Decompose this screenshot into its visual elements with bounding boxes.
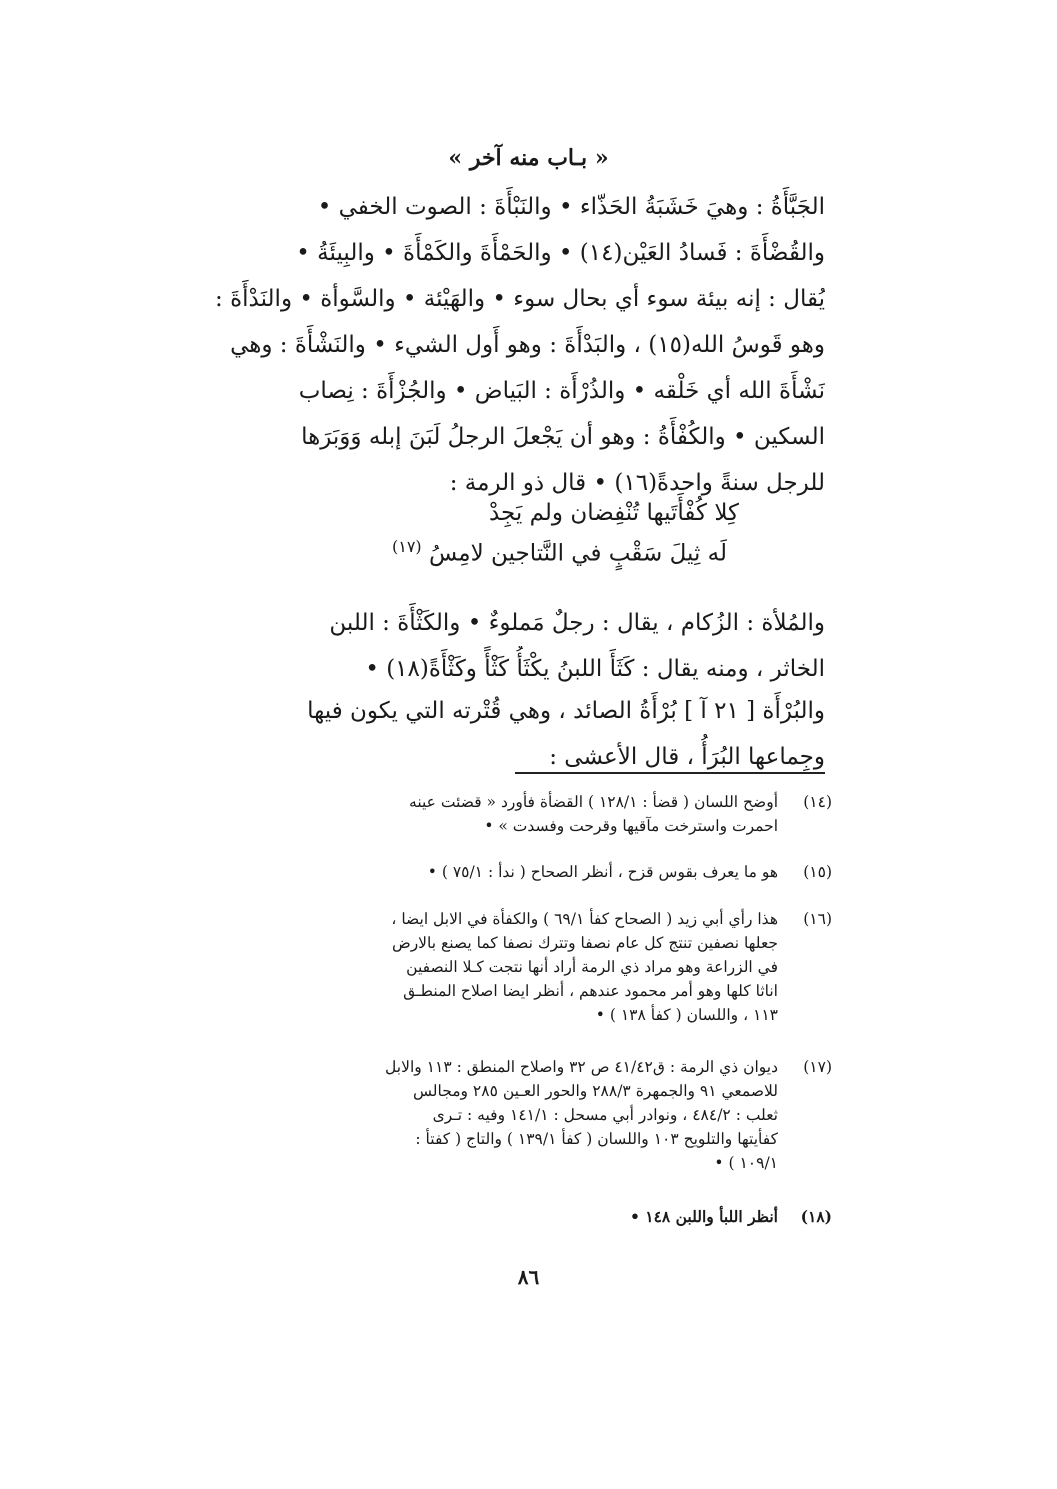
footnote-line: أنظر اللبأ واللبن ١٤٨ • xyxy=(629,1207,778,1226)
footnote-15 xyxy=(200,860,832,884)
footnote-line: ١٠٩/١ ) • xyxy=(714,1154,778,1172)
text-line: نَشْأَةَ الله أي خَلْقه • والذُرْأَة : البَياض • والجُزْأَةَ : نِصاب xyxy=(298,378,825,404)
verse-line-2 xyxy=(392,537,727,567)
text-line: السكين • والكُفْأَةُ : وهو أن يَجْعلَ الرجلُ لَبَنَ إبله وَوَبَرَها xyxy=(301,424,825,450)
text-line: الخاثر ، ومنه يقال : كَثَأَ اللبنُ يكْثَأُ كَثْأً وكَثْأَةً(١٨) • xyxy=(365,656,825,682)
text-line: للرجل سنةً واحدةً(١٦) • قال ذو الرمة : xyxy=(449,470,825,496)
footnote-14 xyxy=(200,790,832,838)
chapter-heading: « بـاب منه آخر » xyxy=(448,145,609,171)
footnote-16 xyxy=(200,907,832,1027)
footnote-separator xyxy=(515,772,825,774)
footnote-line: جعلها نصفين تنتج كل عام نصفا وتترك نصفا كما يصنع بالارض xyxy=(391,934,778,952)
footnote-number: (١٦) xyxy=(803,910,832,928)
footnote-line: للاصمعي ٩١ والجمهرة ٢٨٨/٣ والحور العـين ٢٨٥ ومجالس xyxy=(412,1082,778,1100)
footnote-line: ١١٣ ، واللسان ( كفأ ١٣٨ ) • xyxy=(595,1006,778,1024)
text-line: وجِماعها البُرَأُ ، قال الأعشى : xyxy=(549,744,825,770)
paragraph-2 xyxy=(200,600,825,692)
footnote-line: ثعلب : ٤٨٤/٢ ، ونوادر أبي مسحل : ١٤١/١ وفيه : تـرى xyxy=(432,1106,778,1124)
footnote-line: في الزراعة وهو مراد ذي الرمة أراد أنها نتجت كـلا النصفين xyxy=(406,958,778,976)
paragraph-3 xyxy=(200,688,825,780)
footnote-number: (١٥) xyxy=(803,863,832,881)
footnote-number: (١٨) xyxy=(800,1207,832,1226)
footnote-line: ديوان ذي الرمة : ق٤١/٤٢ ص ٣٢ واصلاح المنطق : ١١٣ والابل xyxy=(385,1058,778,1076)
footnote-line: اناثا كلها وهو أمر محمود عندهم ، أنظر ايضا اصلاح المنطـق xyxy=(403,982,778,1000)
text-line: يُقال : إنه بيئة سوء أي بحال سوء • والهَيْئة • والسَّوأة • والنَدْأَةَ : xyxy=(215,286,825,312)
footnote-line: هذا رأي أبي زيد ( الصحاح كفأ ٦٩/١ ) والكفأة في الابل ايضا ، xyxy=(391,910,778,928)
text-line: والقُضْأَةَ : فَسادُ العَيْن(١٤) • والحَمْأَةَ والكَمْأَةَ • والبِيئَةُ • xyxy=(296,240,825,266)
text-line: والمُلأة : الزُكام ، يقال : رجلٌ مَملوءٌ • والكَثْأَةَ : اللبن xyxy=(329,610,825,636)
footnote-number: (١٧) xyxy=(803,1058,832,1076)
page-number: ٨٦ xyxy=(517,1265,540,1289)
paragraph-1 xyxy=(200,184,825,506)
footnote-17 xyxy=(200,1055,832,1175)
text-line: والبُرْأَة [ ٢١ آ ] بُرْأَةُ الصائد ، وهي قُتْرته التي يكون فيها xyxy=(307,698,825,724)
verse-footnote-ref: (١٧) xyxy=(391,537,422,556)
footnote-line: أوضح اللسان ( قضأ : ١٢٨/١ ) القضأة فأورد « قضئت عينه xyxy=(409,793,778,811)
footnote-line: هو ما يعرف بقوس قزح ، أنظر الصحاح ( ندأ : ٧٥/١ ) • xyxy=(427,863,778,881)
text-line: وهو قَوسُ الله(١٥) ، والبَدْأَةَ : وهو أَول الشيء • والنَشْأَةَ : وهي xyxy=(230,332,825,358)
footnote-line: كفأيتها والتلويح ١٠٣ واللسان ( كفأ ١٣٩/١ ) والتاج ( كفتأ : xyxy=(415,1130,778,1148)
footnote-line: احمرت واسترخت مآقيها وقرحت وفسدت » • xyxy=(484,817,778,835)
verse-line-1: كِلا كُفْأَتَيها تُنْفِضان ولم يَجِدْ xyxy=(488,500,739,526)
text-line: الجَبَّأَةُ : وهيَ خَشَبَةُ الحَذّاء • والنَبْأَةَ : الصوت الخفي • xyxy=(317,194,825,220)
footnote-number: (١٤) xyxy=(803,793,832,811)
footnote-18 xyxy=(200,1205,832,1229)
verse-text: لَه ثِيلَ سَقْبٍ في النَّتاجين لامِسُ xyxy=(428,540,727,567)
